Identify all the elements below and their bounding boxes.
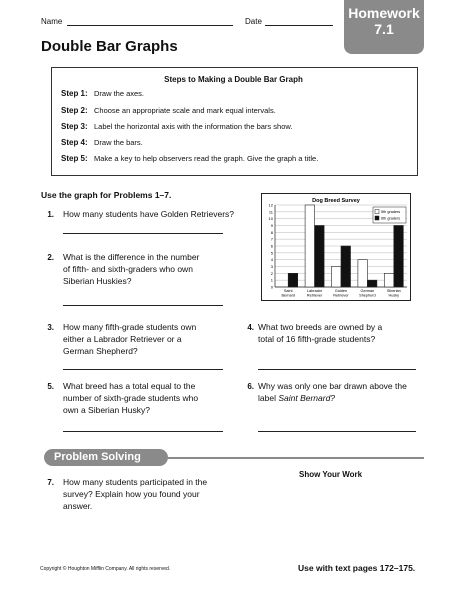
answer-line-4[interactable] <box>258 369 416 370</box>
step-text: Draw the axes. <box>94 89 145 98</box>
dog-breed-chart <box>261 193 411 301</box>
bar-fifth-grade <box>358 260 368 287</box>
bar-sixth-grade <box>341 246 351 287</box>
x-tick-label: Siberian <box>386 289 401 293</box>
question-4-text <box>258 321 382 345</box>
step-text: Make a key to help observers read the graph. Give the graph a title. <box>94 154 319 163</box>
question-line: answer. <box>63 501 93 511</box>
steps-heading: Steps to Making a Double Bar Graph <box>164 75 303 84</box>
question-line: Why was only one bar drawn above the <box>258 381 407 391</box>
use-graph-instruction: Use the graph for Problems 1–7. <box>41 190 172 200</box>
answer-line-6[interactable] <box>258 431 416 432</box>
bar-sixth-grade <box>367 280 377 287</box>
answer-line-1[interactable] <box>63 233 223 234</box>
question-1-text <box>63 208 234 220</box>
step-label: Step 5: <box>61 154 88 163</box>
name-field[interactable] <box>67 25 233 26</box>
y-tick-label: 5 <box>270 250 273 256</box>
question-3-number: 3. <box>47 323 54 332</box>
x-tick-label: Retriever <box>333 293 349 298</box>
question-line: of fifth- and sixth-graders who own <box>63 264 193 274</box>
question-line: number of sixth-grade students who <box>63 393 199 403</box>
y-tick-label: 8 <box>270 229 273 235</box>
y-tick-label: 0 <box>270 284 273 290</box>
question-line: survey? Explain how you found your <box>63 489 200 499</box>
question-line: How many students participated in the <box>63 477 208 487</box>
question-line: What breed has a total equal to the <box>63 381 196 391</box>
homework-number: 7.1 <box>374 21 394 37</box>
question-1-number: 1. <box>47 210 54 219</box>
x-tick-label: Saint <box>283 289 293 293</box>
bar-sixth-grade <box>315 226 325 288</box>
italic-term: Saint Bernard? <box>278 393 336 403</box>
text-pages-note: Use with text pages 172–175. <box>298 563 416 573</box>
step-label: Step 3: <box>61 122 88 131</box>
question-line: German Shepherd? <box>63 346 138 356</box>
bar-sixth-grade <box>394 226 404 288</box>
date-label: Date <box>245 17 262 26</box>
y-tick-label: 3 <box>270 264 273 269</box>
question-line: What is the difference in the number <box>63 252 200 262</box>
date-field[interactable] <box>265 25 333 26</box>
x-tick-label: German <box>360 289 375 293</box>
x-tick-label: Golden <box>334 289 348 293</box>
question-line: How many students have Golden Retrievers? <box>63 209 235 219</box>
homework-tab <box>344 0 424 54</box>
step-1 <box>61 89 144 98</box>
step-label: Step 1: <box>61 89 88 98</box>
show-your-work-label: Show Your Work <box>299 470 363 479</box>
name-label: Name <box>41 17 63 26</box>
question-line <box>258 392 407 404</box>
y-tick-label: 2 <box>270 270 273 276</box>
question-line: either a Labrador Retriever or a <box>63 334 182 344</box>
y-tick-label: 6 <box>270 243 273 249</box>
question-line: total of 16 fifth-grade students? <box>258 334 376 344</box>
step-text: Choose an appropriate scale and mark equal intervals. <box>94 106 276 115</box>
y-tick-label: 4 <box>270 257 273 263</box>
x-tick-label: Bernard <box>281 293 295 298</box>
problem-solving-banner: Problem Solving <box>44 449 168 466</box>
question-line: How many fifth-grade students own <box>63 322 197 332</box>
question-6-number: 6. <box>247 382 254 391</box>
y-tick-label: 1 <box>270 277 273 283</box>
page-title: Double Bar Graphs <box>41 38 178 55</box>
question-7-number: 7. <box>47 478 54 487</box>
answer-line-3[interactable] <box>63 369 223 370</box>
question-line: What two breeds are owned by a <box>258 322 383 332</box>
answer-line-2[interactable] <box>63 305 223 306</box>
x-tick-label: Retriever <box>306 293 323 298</box>
bar-fifth-grade <box>305 205 315 287</box>
y-tick-label: 12 <box>268 202 273 208</box>
question-line: Siberian Huskies? <box>63 276 132 286</box>
question-line-start: label <box>258 393 279 403</box>
y-tick-label: 7 <box>270 236 273 242</box>
step-3 <box>61 122 292 131</box>
step-2 <box>61 106 276 115</box>
question-2-number: 2. <box>47 253 54 262</box>
homework-label: Homework <box>348 5 420 21</box>
bar-sixth-grade <box>288 273 298 287</box>
legend-label: 5th graders <box>381 210 401 214</box>
x-tick-label: Labrador <box>306 289 323 293</box>
legend-label: 6th graders <box>381 216 401 221</box>
question-5-text <box>63 380 198 416</box>
x-tick-label: Shepherd <box>359 293 376 298</box>
legend-swatch <box>375 210 379 214</box>
step-4 <box>61 138 143 147</box>
question-3-text <box>63 321 196 357</box>
step-5 <box>61 154 318 163</box>
step-text: Draw the bars. <box>94 138 143 147</box>
question-2-text <box>63 251 199 287</box>
question-6-text <box>258 380 407 404</box>
question-4-number: 4. <box>247 323 254 332</box>
chart-title: Dog Breed Survey <box>312 198 360 204</box>
question-7-text <box>63 476 207 512</box>
step-label: Step 2: <box>61 106 88 115</box>
y-tick-label: 9 <box>270 223 273 228</box>
copyright-text: Copyright © Houghton Mifflin Company. All rights reserved. <box>40 566 171 572</box>
step-label: Step 4: <box>61 138 88 147</box>
y-tick-label: 11 <box>268 209 273 215</box>
legend-swatch <box>375 216 379 220</box>
x-tick-label: Husky <box>388 293 400 298</box>
question-line: own a Siberian Husky? <box>63 405 150 415</box>
bar-fifth-grade <box>384 273 394 287</box>
problem-solving-rule <box>168 457 424 459</box>
answer-line-5[interactable] <box>63 431 223 432</box>
step-text: Label the horizontal axis with the information the bars show. <box>94 122 293 131</box>
question-5-number: 5. <box>47 382 54 391</box>
bar-fifth-grade <box>331 267 341 288</box>
y-tick-label: 10 <box>268 216 273 222</box>
